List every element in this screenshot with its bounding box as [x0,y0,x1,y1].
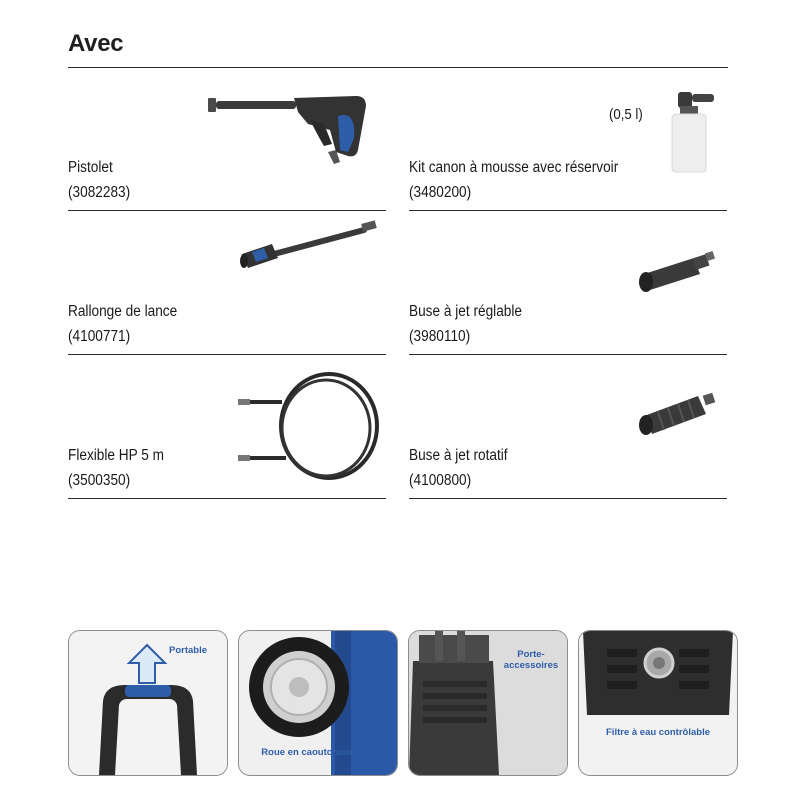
accessory-name: Kit canon à mousse avec réservoir [409,159,619,176]
feature-label-line1: Porte- [517,649,545,660]
spray-gun-icon [206,90,386,190]
accessory-code: (3980110) [409,328,471,345]
accessory-code: (3480200) [409,184,472,201]
section-divider [68,67,728,68]
item-divider [409,498,727,499]
feature-wheel [238,630,398,776]
feature-label [499,649,563,671]
accessory-name: Buse à jet réglable [409,303,522,320]
volume-label: (0,5 l) [609,106,643,123]
item-divider [409,210,727,211]
accessory-code: (3500350) [68,472,131,489]
item-divider [409,354,727,355]
accessory-code: (4100800) [409,472,472,489]
accessory-code: (4100771) [68,328,131,345]
accessory-hose [68,358,386,498]
accessory-name: Pistolet [68,159,113,176]
accessory-code: (3082283) [68,184,131,201]
accessory-adjustable-nozzle [409,214,727,354]
feature-accessory-holder [408,630,568,776]
feature-water-filter [578,630,738,776]
feature-label-line2: accessoires [503,660,559,671]
foam-cannon-icon [664,88,724,188]
rotary-nozzle-icon [634,384,724,444]
accessory-rotary-nozzle [409,358,727,498]
water-filter-icon [579,631,737,775]
lance-extension-icon [234,214,384,274]
item-divider [68,354,386,355]
accessory-lance-extension [68,214,386,354]
accessory-name: Buse à jet rotatif [409,447,508,464]
item-divider [68,210,386,211]
feature-portable [68,630,228,776]
hose-icon [234,362,384,492]
accessory-pistolet [68,70,386,210]
feature-label: Filtre à eau contrôlable [606,727,710,738]
item-divider [68,498,386,499]
section-title: Avec [68,30,124,57]
feature-label: Roue en caoutchouc [261,747,355,758]
accessory-name: Rallonge de lance [68,303,178,320]
accessory-foam-kit [409,70,727,210]
feature-label: Portable [169,645,208,656]
accessory-name: Flexible HP 5 m [68,447,165,464]
adjustable-nozzle-icon [634,244,724,304]
